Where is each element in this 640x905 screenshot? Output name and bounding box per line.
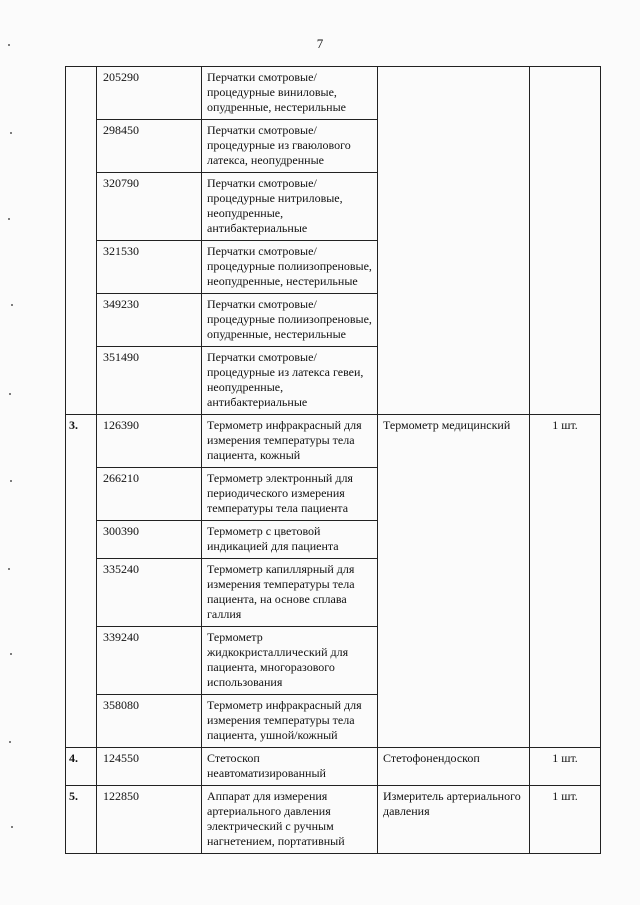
description-cell: Термометр с цветовой индикацией для пациента — [202, 521, 378, 559]
equipment-name-cell: Измеритель артериального давления — [378, 786, 530, 854]
description-cell: Перчатки смотровые/ процедурные полиизопреновые, неопудренные, нестерильные — [202, 241, 378, 294]
code-cell: 358080 — [97, 695, 202, 748]
description-cell: Термометр капиллярный для измерения температуры тела пациента, на основе сплава галлия — [202, 559, 378, 627]
code-cell: 335240 — [97, 559, 202, 627]
description-cell: Термометр электронный для периодического измерения температуры тела пациента — [202, 468, 378, 521]
description-cell: Перчатки смотровые/ процедурные из латекса гевеи, неопудренные, антибактериальные — [202, 347, 378, 415]
description-cell: Термометр инфракрасный для измерения температуры тела пациента, кожный — [202, 415, 378, 468]
code-cell: 321530 — [97, 241, 202, 294]
code-cell: 122850 — [97, 786, 202, 854]
table-row — [66, 786, 601, 854]
table-row — [66, 67, 601, 120]
code-cell: 266210 — [97, 468, 202, 521]
table-row — [66, 748, 601, 786]
scan-speck — [9, 393, 11, 395]
code-cell: 339240 — [97, 627, 202, 695]
description-cell: Аппарат для измерения артериального давления электрический с ручным нагнетением, портативный — [202, 786, 378, 854]
page-number: 7 — [316, 36, 324, 51]
quantity-cell — [530, 67, 601, 415]
description-cell: Термометр инфракрасный для измерения температуры тела пациента, ушной/кожный — [202, 695, 378, 748]
equipment-table — [65, 66, 601, 854]
scan-speck — [9, 741, 11, 743]
scan-speck — [8, 218, 10, 220]
scan-speck — [8, 44, 10, 46]
code-cell: 126390 — [97, 415, 202, 468]
code-cell: 124550 — [97, 748, 202, 786]
row-number-cell: 3. — [66, 415, 97, 748]
code-cell: 349230 — [97, 294, 202, 347]
row-number-cell: 5. — [66, 786, 97, 854]
equipment-name-cell: Стетофонендоскоп — [378, 748, 530, 786]
scan-speck — [10, 132, 12, 134]
table-row — [66, 415, 601, 468]
scan-speck — [11, 304, 13, 306]
equipment-name-cell: Термометр медицинский — [378, 415, 530, 748]
code-cell: 351490 — [97, 347, 202, 415]
code-cell: 320790 — [97, 173, 202, 241]
scan-speck — [11, 826, 13, 828]
scan-speck — [10, 653, 12, 655]
row-number-cell — [66, 67, 97, 415]
description-cell: Перчатки смотровые/ процедурные из гваюлового латекса, неопудренные — [202, 120, 378, 173]
description-cell: Перчатки смотровые/ процедурные полиизопреновые, опудренные, нестерильные — [202, 294, 378, 347]
scan-speck — [8, 568, 10, 570]
code-cell: 205290 — [97, 67, 202, 120]
equipment-name-cell — [378, 67, 530, 415]
description-cell: Перчатки смотровые/ процедурные нитриловые, неопудренные, антибактериальные — [202, 173, 378, 241]
description-cell: Термометр жидкокристаллический для пациента, многоразового использования — [202, 627, 378, 695]
description-cell: Перчатки смотровые/ процедурные виниловые, опудренные, нестерильные — [202, 67, 378, 120]
quantity-cell: 1 шт. — [530, 415, 601, 748]
code-cell: 298450 — [97, 120, 202, 173]
code-cell: 300390 — [97, 521, 202, 559]
quantity-cell: 1 шт. — [530, 786, 601, 854]
quantity-cell: 1 шт. — [530, 748, 601, 786]
row-number-cell: 4. — [66, 748, 97, 786]
description-cell: Стетоскоп неавтоматизированный — [202, 748, 378, 786]
scan-speck — [10, 480, 12, 482]
